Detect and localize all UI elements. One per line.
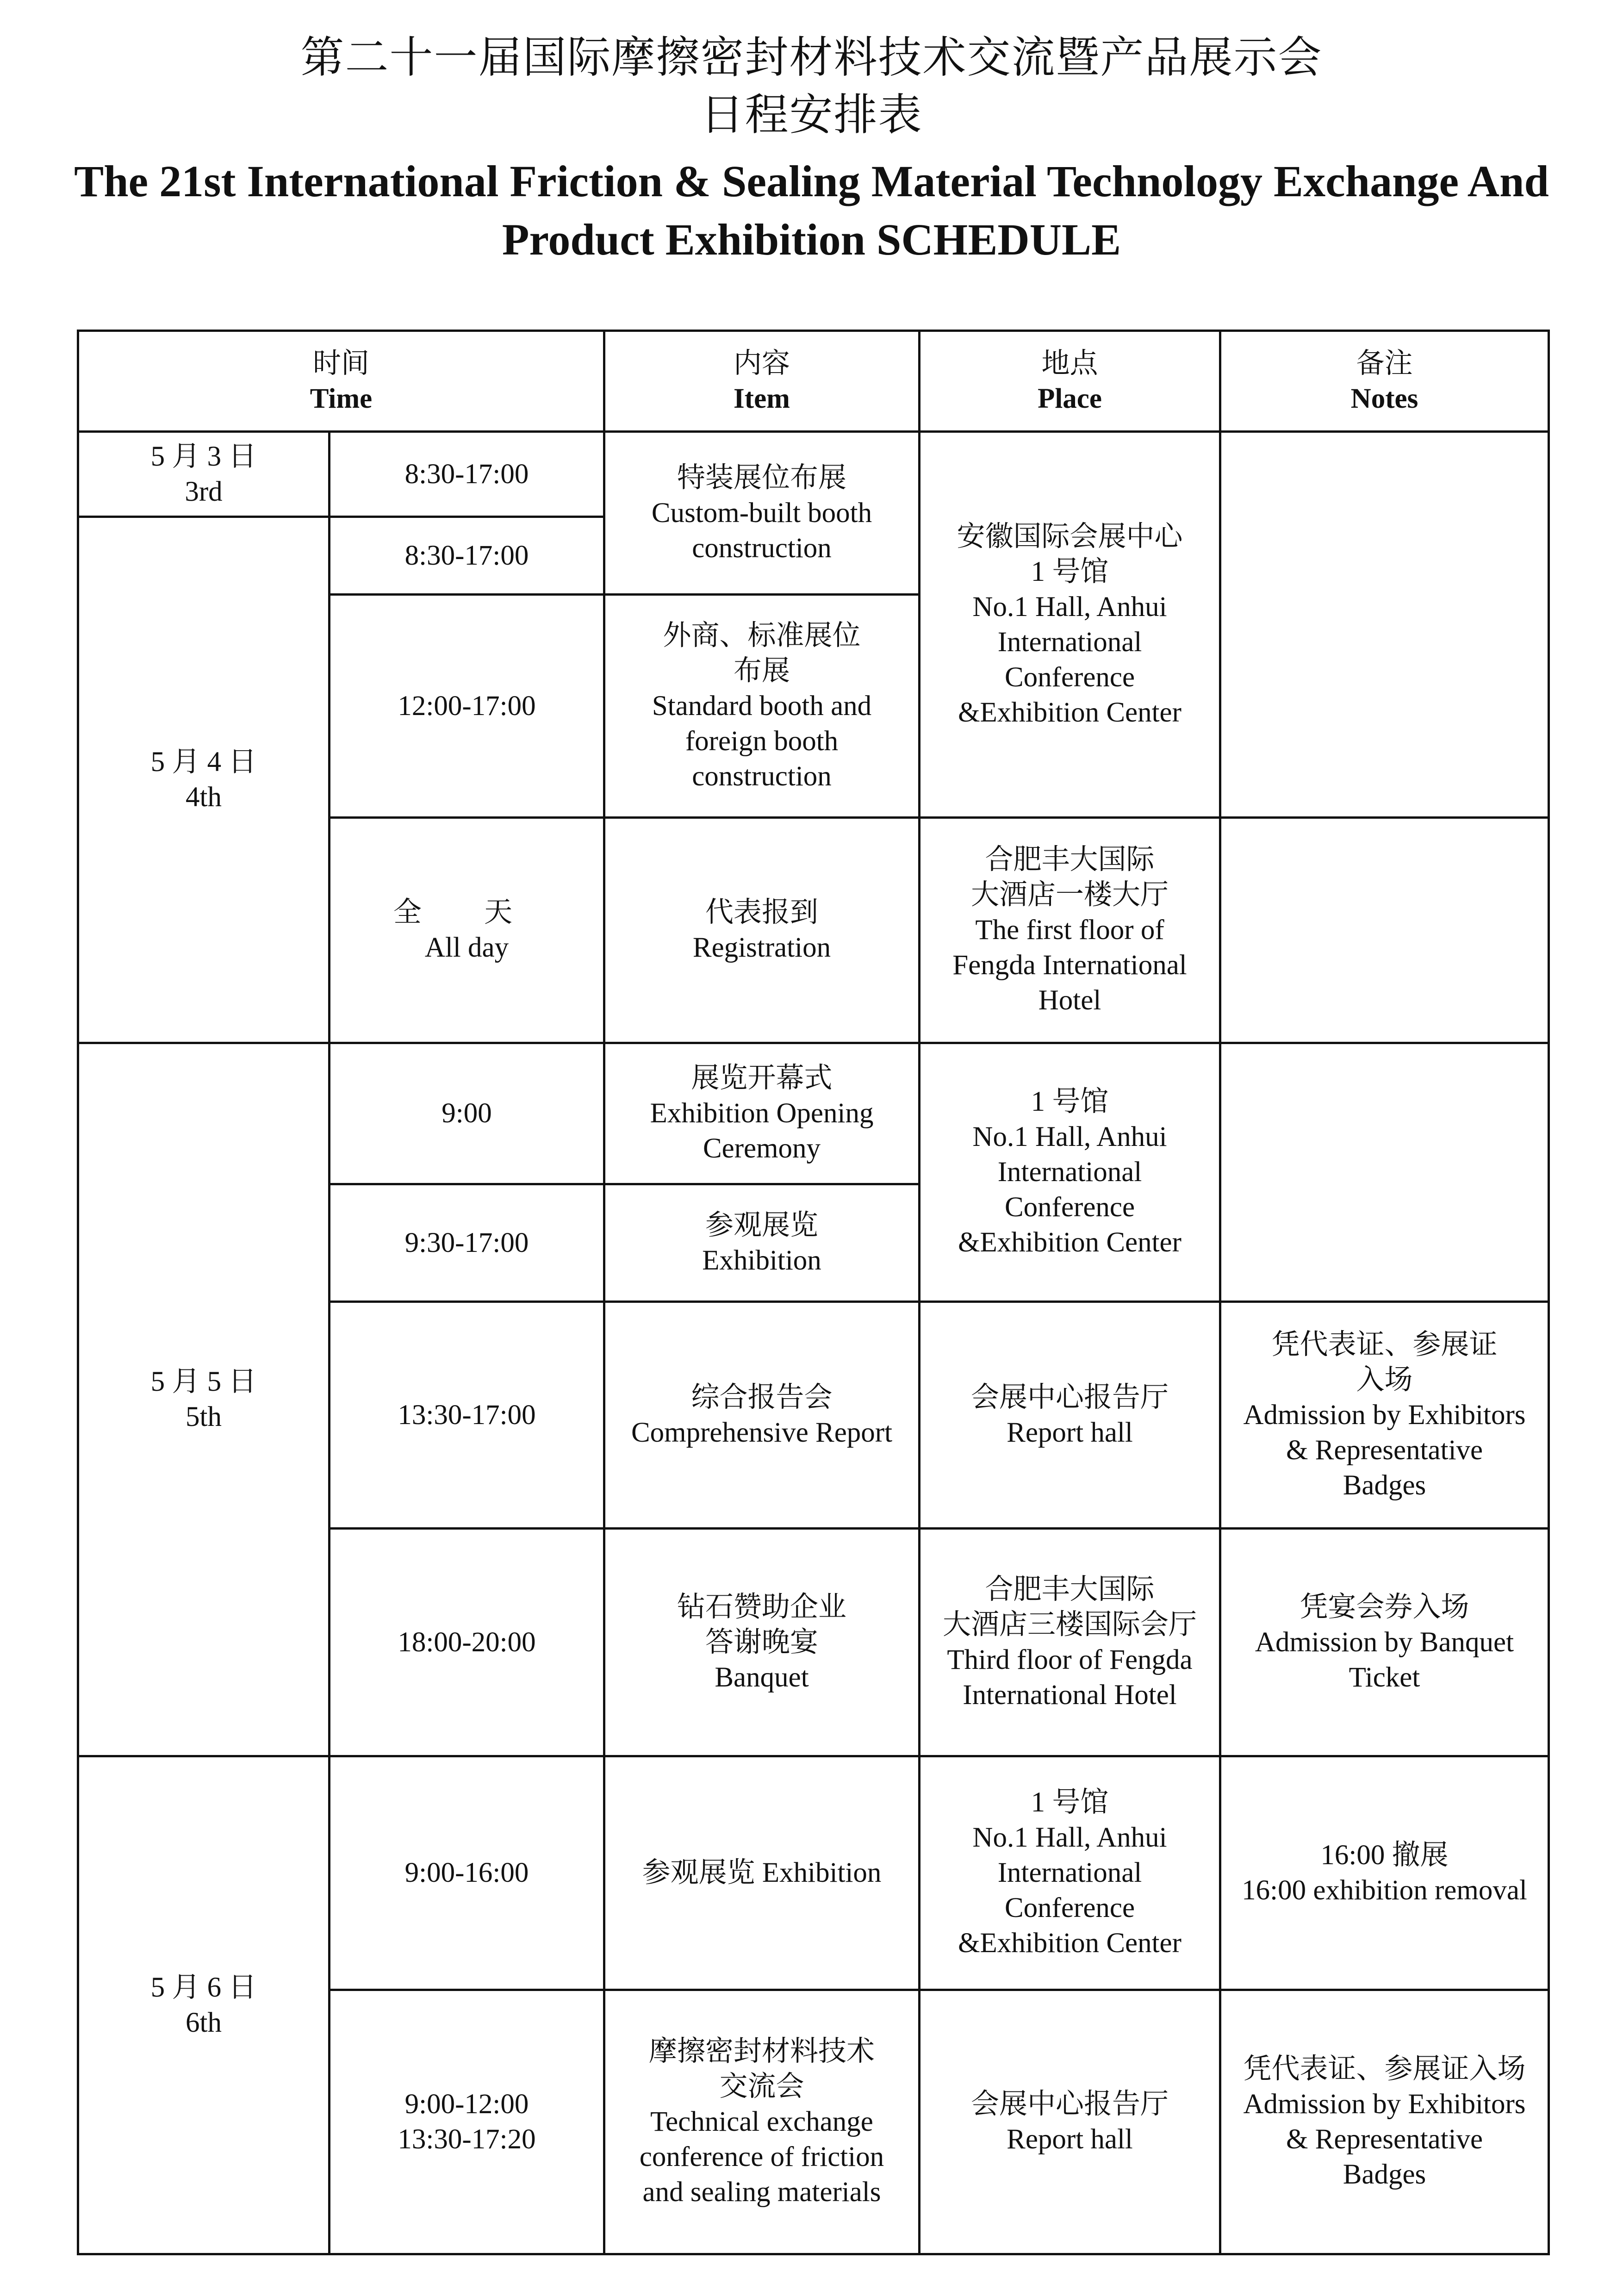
notes-empty xyxy=(1220,1043,1549,1302)
header-item-en: Item xyxy=(734,383,790,414)
item-exhibition xyxy=(604,1184,920,1302)
time-text: 18:00-20:00 xyxy=(398,1626,536,1658)
place-hall1 xyxy=(920,1043,1220,1302)
notes-empty xyxy=(1220,432,1549,818)
note-en: Badges xyxy=(1343,1469,1426,1501)
item-en: foreign booth xyxy=(685,725,839,757)
notes-admission-badges-day6 xyxy=(1220,1990,1549,2254)
place-report-hall xyxy=(920,1302,1220,1529)
place-en: &Exhibition Center xyxy=(958,1928,1181,1959)
time-text-cn: 全 天 xyxy=(393,897,541,928)
place-en: Third floor of Fengda xyxy=(947,1644,1193,1675)
item-cn: 布展 xyxy=(734,655,790,686)
time-text: 12:00-17:00 xyxy=(398,690,536,722)
item-en: Registration xyxy=(692,932,831,963)
header-notes xyxy=(1220,331,1549,432)
date-cn: 5 月 4 日 xyxy=(150,747,257,778)
note-en: Admission by Exhibitors xyxy=(1243,2089,1526,2120)
item-cn: 答谢晚宴 xyxy=(705,1626,819,1658)
date-en: 3rd xyxy=(185,476,223,507)
item-cn: 外商、标准展位 xyxy=(663,620,861,651)
item-en: construction xyxy=(692,760,832,792)
place-cn: 大酒店一楼大厅 xyxy=(971,879,1169,910)
table-row xyxy=(78,432,1549,517)
place-cn: 1 号馆 xyxy=(1031,1787,1109,1818)
item-en: and sealing materials xyxy=(642,2177,881,2208)
time-text: 9:00 xyxy=(442,1098,492,1129)
place-cn: 合肥丰大国际 xyxy=(985,844,1155,875)
date-may-6 xyxy=(78,1756,330,2254)
place-cn: 安徽国际会展中心 xyxy=(957,521,1183,552)
item-en: Standard booth and xyxy=(652,690,872,722)
place-en: International Hotel xyxy=(963,1679,1177,1711)
place-en: No.1 Hall, Anhui xyxy=(972,591,1167,622)
notes-admission-badges xyxy=(1220,1302,1549,1529)
title-cn-line2: 日程安排表 xyxy=(700,90,923,140)
time-cell xyxy=(330,1529,604,1756)
date-cn: 5 月 5 日 xyxy=(150,1366,257,1397)
time-text: 9:30-17:00 xyxy=(404,1227,529,1258)
note-cn: 凭代表证、参展证 xyxy=(1271,1329,1498,1360)
place-en: Conference xyxy=(1004,661,1135,693)
note-cn: 凭代表证、参展证入场 xyxy=(1243,2053,1526,2084)
header-time-en: Time xyxy=(310,383,373,414)
item-cn: 特装展位布展 xyxy=(677,462,847,493)
note-en: Ticket xyxy=(1349,1661,1420,1693)
place-hall1-anhui xyxy=(920,432,1220,818)
place-hall1-day6 xyxy=(920,1756,1220,1990)
place-cn: 会展中心报告厅 xyxy=(971,1381,1169,1413)
place-en: &Exhibition Center xyxy=(958,1227,1181,1258)
place-hotel-third-floor xyxy=(920,1529,1220,1756)
item-registration xyxy=(604,818,920,1043)
item-cn: 综合报告会 xyxy=(691,1381,833,1413)
time-text: 9:00-16:00 xyxy=(404,1857,529,1888)
item-en: Banquet xyxy=(715,1661,809,1693)
item-en: Ceremony xyxy=(703,1133,821,1164)
table-row xyxy=(78,1043,1549,1184)
date-may-4 xyxy=(78,517,330,1043)
item-cn: 摩擦密封材料技术 xyxy=(649,2036,875,2067)
time-text: 8:30-17:00 xyxy=(404,540,529,571)
note-en: Badges xyxy=(1343,2159,1426,2190)
item-cn: 参观展览 xyxy=(705,1209,819,1241)
item-cn: 展览开幕式 xyxy=(691,1063,833,1094)
item-banquet xyxy=(604,1529,920,1756)
time-text: 13:30-17:20 xyxy=(398,2124,536,2155)
place-en: Report hall xyxy=(1007,1417,1133,1448)
header-notes-cn: 备注 xyxy=(1356,348,1413,379)
note-en: 16:00 exhibition removal xyxy=(1242,1875,1527,1906)
place-en: Fengda International xyxy=(952,950,1187,981)
notes-exhibition-removal xyxy=(1220,1756,1549,1990)
place-report-hall-day6 xyxy=(920,1990,1220,2254)
time-text-en: All day xyxy=(424,932,509,963)
time-cell xyxy=(330,595,604,818)
time-text: 13:30-17:00 xyxy=(398,1399,536,1431)
time-cell xyxy=(330,818,604,1043)
time-cell xyxy=(330,1756,604,1990)
item-en: construction xyxy=(692,532,832,564)
item-en: Exhibition xyxy=(702,1244,821,1276)
place-en: No.1 Hall, Anhui xyxy=(972,1822,1167,1853)
item-text: 参观展览 Exhibition xyxy=(642,1857,882,1888)
place-cn: 大酒店三楼国际会厅 xyxy=(943,1609,1197,1640)
item-standard-booth xyxy=(604,595,920,818)
date-en: 4th xyxy=(186,782,222,813)
item-cn: 钻石赞助企业 xyxy=(677,1591,847,1623)
item-en: Custom-built booth xyxy=(651,497,872,529)
time-cell xyxy=(330,1990,604,2254)
place-en: No.1 Hall, Anhui xyxy=(972,1121,1167,1152)
date-en: 6th xyxy=(186,2007,222,2038)
place-en: The first floor of xyxy=(975,915,1164,946)
notes-empty xyxy=(1220,818,1549,1043)
note-cn: 入场 xyxy=(1356,1364,1413,1395)
header-time-cn: 时间 xyxy=(313,348,370,379)
place-cn: 1 号馆 xyxy=(1031,556,1109,587)
header-place-en: Place xyxy=(1038,383,1102,414)
place-hotel-first-floor xyxy=(920,818,1220,1043)
item-en: Technical exchange xyxy=(650,2106,873,2137)
item-en: conference of friction xyxy=(639,2141,884,2172)
time-cell xyxy=(330,1184,604,1302)
place-en: Hotel xyxy=(1038,985,1101,1016)
header-place-cn: 地点 xyxy=(1041,348,1098,379)
time-cell xyxy=(330,1043,604,1184)
header-item-cn: 内容 xyxy=(734,348,790,379)
date-en: 5th xyxy=(186,1401,222,1432)
table-row xyxy=(78,1756,1549,1990)
note-cn: 凭宴会券入场 xyxy=(1300,1591,1469,1623)
header-notes-en: Notes xyxy=(1350,383,1418,414)
time-text: 9:00-12:00 xyxy=(404,2089,529,2120)
place-cn: 合肥丰大国际 xyxy=(985,1574,1155,1605)
date-cn: 5 月 6 日 xyxy=(150,1972,257,2003)
header-row xyxy=(78,331,1549,432)
note-en: Admission by Banquet xyxy=(1255,1626,1514,1658)
item-en: Exhibition Opening xyxy=(650,1098,874,1129)
item-en: Comprehensive Report xyxy=(631,1417,893,1448)
title-en-line1: The 21st International Friction & Sealing Material Technology Exchange And xyxy=(74,156,1549,206)
place-en: International xyxy=(997,1857,1142,1888)
note-cn: 16:00 撤展 xyxy=(1320,1840,1449,1871)
date-may-5 xyxy=(78,1043,330,1756)
place-en: &Exhibition Center xyxy=(958,697,1181,728)
place-en: Conference xyxy=(1004,1892,1135,1923)
place-en: Conference xyxy=(1004,1192,1135,1223)
note-en: & Representative xyxy=(1286,2124,1483,2155)
item-comprehensive-report xyxy=(604,1302,920,1529)
header-item xyxy=(604,331,920,432)
item-cn: 代表报到 xyxy=(705,897,819,928)
item-cn: 交流会 xyxy=(719,2071,804,2102)
schedule-table xyxy=(77,330,1550,2255)
title-cn-line1: 第二十一届国际摩擦密封材料技术交流暨产品展示会 xyxy=(300,32,1323,83)
title-en-line2: Product Exhibition SCHEDULE xyxy=(502,215,1121,264)
notes-banquet-ticket xyxy=(1220,1529,1549,1756)
header-place xyxy=(920,331,1220,432)
place-cn: 1 号馆 xyxy=(1031,1086,1109,1117)
item-exhibition-day6 xyxy=(604,1756,920,1990)
time-cell xyxy=(330,432,604,517)
date-cn: 5 月 3 日 xyxy=(150,441,257,472)
item-technical-exchange xyxy=(604,1990,920,2254)
item-custom-booth xyxy=(604,432,920,595)
place-en: International xyxy=(997,1157,1142,1188)
date-may-3 xyxy=(78,432,330,517)
header-time xyxy=(78,331,604,432)
time-text: 8:30-17:00 xyxy=(404,458,529,490)
place-en: International xyxy=(997,626,1142,658)
note-en: Admission by Exhibitors xyxy=(1243,1399,1526,1431)
time-cell xyxy=(330,517,604,595)
place-cn: 会展中心报告厅 xyxy=(971,2089,1169,2120)
place-en: Report hall xyxy=(1007,2124,1133,2155)
item-opening-ceremony xyxy=(604,1043,920,1184)
time-cell xyxy=(330,1302,604,1529)
note-en: & Representative xyxy=(1286,1434,1483,1466)
